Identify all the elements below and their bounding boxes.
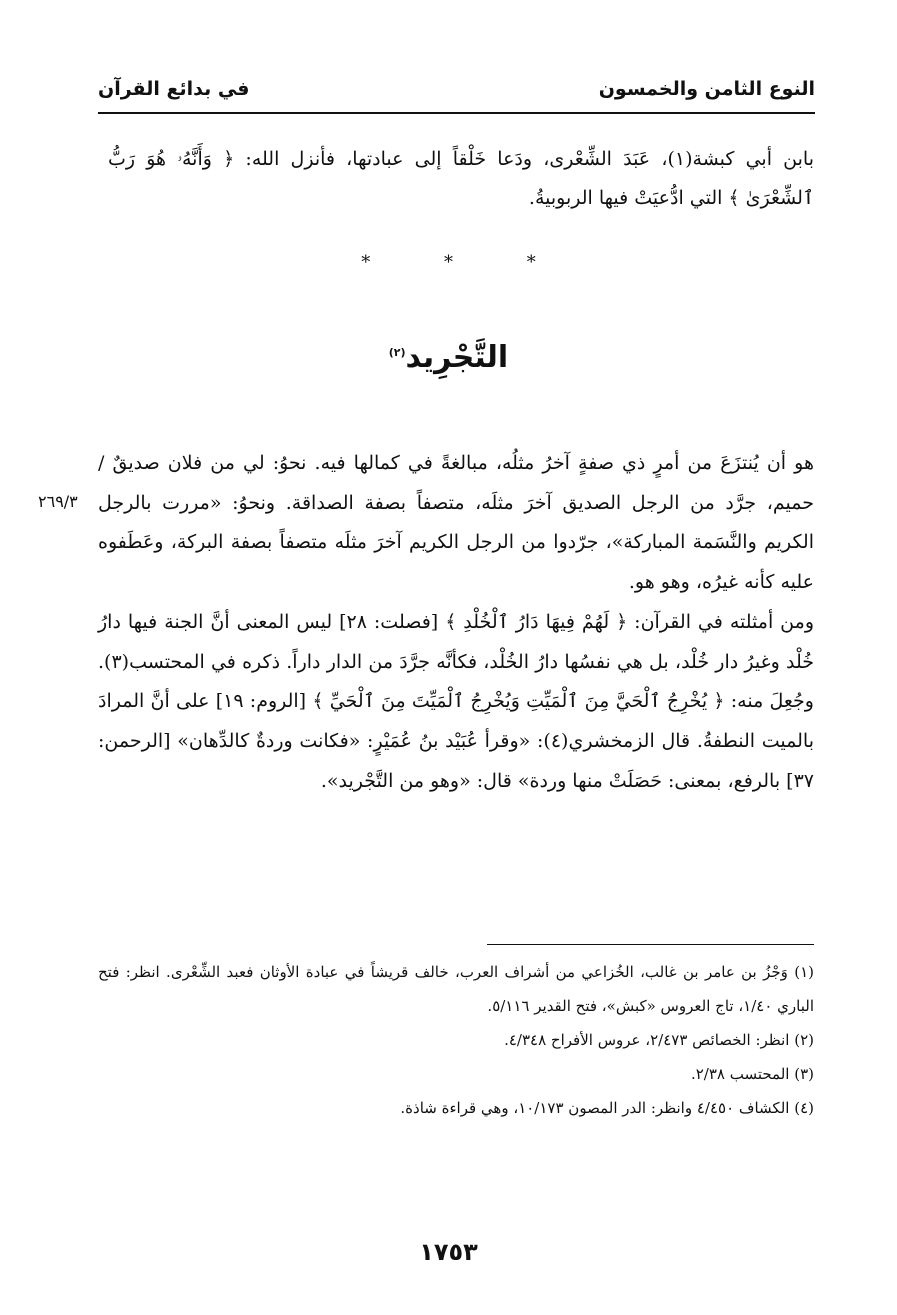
margin-page-reference: ٢٦٩/٣ (38, 492, 78, 511)
section-heading (0, 340, 897, 375)
main-text (98, 444, 814, 801)
page-number: ١٧٥٣ (419, 1238, 478, 1266)
running-header (98, 70, 815, 108)
footnote-3: (٣) المحتسب ٢/٣٨. (690, 1065, 814, 1083)
intro-paragraph: بابن أبي كبشة(١)، عَبَدَ الشِّعْرى، ودَعا خَلْقاً إلى عبادتها، فأنزل الله: ﴿ وَأَنَّهُۥ هُوَ رَبُّ ٱلشِّعْرَىٰ ﴾ التي ادُّعيَتْ فيها الربوبيةُ. (108, 148, 815, 209)
footnotes (98, 955, 814, 1125)
header-chapter-title: النوع الثامن والخمسون (598, 78, 815, 100)
footnote-divider (487, 944, 814, 945)
footnote-4: (٤) الكشاف ٤/٤٥٠ وانظر: الدر المصون ١٠/١٧٣، وهي قراءة شاذة. (400, 1099, 814, 1117)
body-paragraph-2: ومن أمثلته في القرآن: ﴿ لَهُمْ فِيهَا دَارُ ٱلْخُلْدِ ﴾ [فصلت: ٢٨] ليس المعنى أنَّ الجنة فيها دارُ خُلْد وغيرُ دار خُلْد، بل هي نفسُها دارُ الخُلْد، فكأنَّه جرَّدَ من الدار داراً. ذكره في المحتسب(٣). وجُعِلَ منه: ﴿ يُخْرِجُ ٱلْحَيَّ مِنَ ٱلْمَيِّتِ وَيُخْرِجُ ٱلْمَيِّتَ مِنَ ٱلْحَيِّ ﴾ [الروم: ١٩] على أنَّ المرادَ بالميت النطفةُ. قال الزمخشري(٤): «وقرأ عُبَيْد بنُ عُمَيْرٍ: «فكانت وردةٌ كالدِّهان» [الرحمن: ٣٧] بالرفع، بمعنى: حَصَلَتْ منها وردة» قال: «وهو من التَّجْريد». (98, 610, 814, 792)
section-heading-text: التَّجْرِيد (405, 340, 509, 375)
section-separator: * * * (361, 252, 570, 273)
header-divider (98, 112, 815, 114)
header-book-section: في بدائع القرآن (98, 78, 250, 100)
footnote-1: (١) وَجْزُ بن عامر بن غالب، الخُزاعي من أشراف العرب، خالف قريشاً في عبادة الأوثان فعبد الشِّعْرى. انظر: فتح الباري ١/٤٠، تاج العروس «كبش»، فتح القدير ٥/١١٦. (98, 963, 814, 1015)
footnote-2: (٢) انظر: الخصائص ٢/٤٧٣، عروس الأفراح ٤/٣٤٨. (504, 1031, 814, 1049)
body-paragraph-1: هو أن يُنتزَعَ من أمرٍ ذي صفةٍ آخرُ مثلُه، مبالغةً في كمالها فيه. نحوُ: لي من فلان صديقٌ / حميم، جرَّد من الرجل الصديق آخرَ مثلَه، متصفاً بصفة الصداقة. ونحوُ: «مررت بالرجل الكريم والنَّسَمة المباركة»، جرّدوا من الرجل الكريم آخرَ مثلَه متصفاً بصفة البركة، وعَطَفوه عليه كأنه غيرُه، وهو هو. (98, 452, 814, 594)
section-heading-footnote-ref: (٢) (388, 346, 406, 359)
